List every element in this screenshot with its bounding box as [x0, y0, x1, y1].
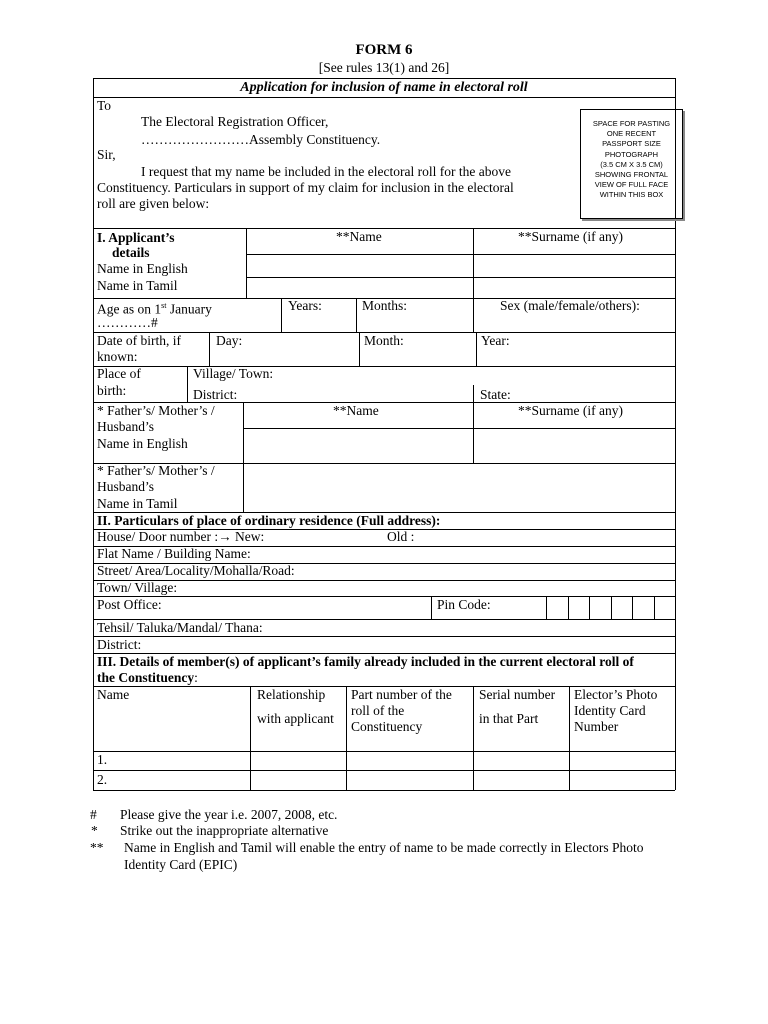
- footnote-star-symbol: *: [91, 823, 98, 838]
- section3-heading-a: III. Details of member(s) of applicant’s family already included in the current electoral roll of: [97, 654, 634, 669]
- day-label: Day:: [216, 333, 243, 348]
- letter-to: To: [97, 98, 112, 113]
- pin-code-label: Pin Code:: [437, 597, 491, 612]
- months-label: Months:: [362, 298, 408, 313]
- col-relationship-header-b: with applicant: [257, 711, 334, 726]
- section1-heading-b: details: [112, 245, 150, 260]
- col-epic-header-c: Number: [574, 719, 619, 734]
- dob-label-b: known:: [97, 349, 138, 364]
- surname-column-header: **Surname (if any): [518, 229, 623, 244]
- family-row-1: 1.: [97, 752, 108, 767]
- col-epic-header-a: Elector’s Photo: [574, 687, 658, 702]
- door-number-label: House/ Door number :→ New:: [97, 529, 265, 544]
- section2-heading: II. Particulars of place of ordinary residence (Full address):: [97, 513, 441, 528]
- pob-label-b: birth:: [97, 383, 127, 398]
- relative-surname-column: **Surname (if any): [518, 403, 623, 418]
- col-part-header-c: Constituency: [351, 719, 423, 734]
- tehsil-label: Tehsil/ Taluka/Mandal/ Thana:: [97, 620, 263, 635]
- letter-constituency: ……………………Assembly Constituency.: [141, 132, 381, 147]
- form-title: FORM 6: [355, 42, 413, 58]
- post-office-label: Post Office:: [97, 597, 162, 612]
- street-label: Street/ Area/Locality/Mohalla/Road:: [97, 563, 295, 578]
- arrow-icon: →: [218, 529, 232, 544]
- relative-label-b: Husband’s: [97, 419, 154, 434]
- dob-label-a: Date of birth, if: [97, 333, 181, 348]
- relative-name-column: **Name: [333, 403, 379, 418]
- family-row-2: 2.: [97, 772, 108, 787]
- flat-name-label: Flat Name / Building Name:: [97, 546, 251, 561]
- letter-body-line3: roll are given below:: [97, 196, 210, 211]
- age-label-year: …………#: [97, 315, 158, 330]
- name-tamil-label: Name in Tamil: [97, 278, 178, 293]
- door-old-label: Old :: [387, 529, 415, 544]
- birth-district-label: District:: [193, 387, 238, 402]
- footnote-hash-symbol: #: [90, 807, 97, 822]
- section1-heading-a: I. Applicant’s: [97, 230, 175, 245]
- relative-label-b2: Husband’s: [97, 479, 154, 494]
- letter-officer: The Electoral Registration Officer,: [141, 114, 329, 129]
- footnote-dstar-text-b: Identity Card (EPIC): [124, 857, 238, 872]
- footnote-hash-text: Please give the year i.e. 2007, 2008, etc.: [120, 807, 338, 822]
- letter-body-line1: I request that my name be included in the electoral roll for the above: [141, 164, 511, 179]
- birth-state-label: State:: [480, 387, 511, 402]
- footnote-star-text: Strike out the inappropriate alternative: [120, 823, 329, 838]
- col-name-header: Name: [97, 687, 130, 702]
- years-label: Years:: [288, 298, 322, 313]
- col-serial-header-a: Serial number: [479, 687, 556, 702]
- photo-box[interactable]: SPACE FOR PASTING ONE RECENT PASSPORT SIZE PHOTOGRAPH (3.5 CM X 3.5 CM) SHOWING FRONTAL VIEW OF FULL FACE WITHIN THIS BOX: [580, 109, 683, 219]
- relative-english-label: Name in English: [97, 436, 188, 451]
- month-label: Month:: [364, 333, 404, 348]
- relative-tamil-label: Name in Tamil: [97, 496, 178, 511]
- town-village-label: Town/ Village:: [97, 580, 178, 595]
- col-epic-header-b: Identity Card: [574, 703, 646, 718]
- footnote-dstar-symbol: **: [90, 840, 104, 855]
- section3-heading-b: the Constituency:: [97, 670, 198, 685]
- name-english-label: Name in English: [97, 261, 188, 276]
- letter-body-line2: Constituency. Particulars in support of my claim for inclusion in the electoral: [97, 180, 514, 195]
- sex-label: Sex (male/female/others):: [500, 298, 640, 313]
- rules-reference: [See rules 13(1) and 26]: [318, 60, 450, 75]
- village-town-label: Village/ Town:: [193, 366, 274, 381]
- col-part-header-b: roll of the: [351, 703, 405, 718]
- pob-label-a: Place of: [97, 366, 141, 381]
- name-column-header: **Name: [336, 229, 382, 244]
- age-label: Age as on 1st January: [97, 301, 212, 317]
- relative-label-a2: * Father’s/ Mother’s /: [97, 463, 215, 478]
- relative-label-a: * Father’s/ Mother’s /: [97, 403, 215, 418]
- col-part-header-a: Part number of the: [351, 687, 452, 702]
- application-title: Application for inclusion of name in electoral roll: [240, 80, 528, 95]
- address-district-label: District:: [97, 637, 142, 652]
- col-relationship-header-a: Relationship: [257, 687, 326, 702]
- letter-salutation: Sir,: [97, 147, 116, 162]
- col-serial-header-b: in that Part: [479, 711, 539, 726]
- footnote-dstar-text-a: Name in English and Tamil will enable the entry of name to be made correctly in Electors Photo: [124, 840, 644, 855]
- year-label: Year:: [481, 333, 510, 348]
